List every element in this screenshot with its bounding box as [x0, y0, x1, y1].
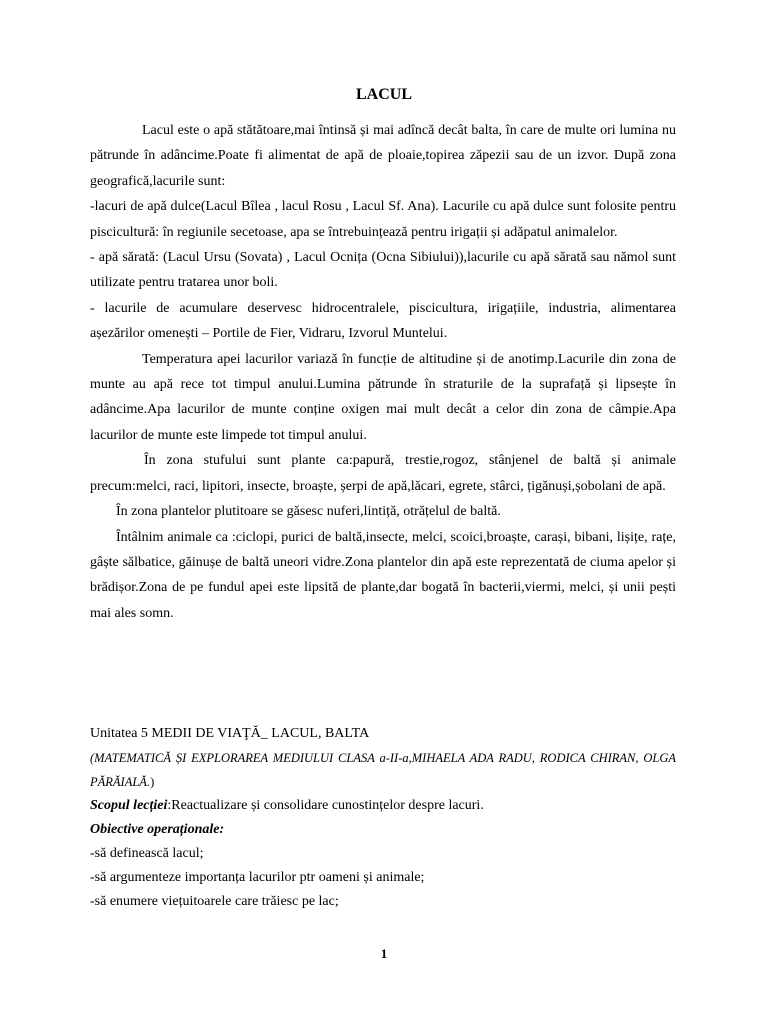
paragraph-salt-water-lakes: - apă sărată: (Lacul Ursu (Sovata) , Lacul Ocnița (Ocna Sibiului)),lacurile cu apă sărată sau nămol sunt utilizate pentru tratarea unor boli.: [90, 250, 676, 291]
paragraph-animals: Întâlnim animale ca :ciclopi, purici de baltă,insecte, melci, scoici,broaște, carași, bibani, lișițe, rațe, gâște sălbatice, găinușe de baltă uneori vidre.Zona plantelor din apă este reprezentată de ciuma apelor și brădișor.Zona de pe fundul apei este lipsită de plante,dar bogată în bacterii,viermi, melci, și unii pești mai ales somn.: [90, 529, 676, 621]
lesson-scope: [90, 794, 690, 818]
paragraph-intro: Lacul este o apă stătătoare,mai întinsă și mai adîncă decât balta, în care de multe ori lumina nu pătrunde în adâncime.Poate fi alimentat de apă de ploaie,topirea zăpezii sau de un izvor. După zona geografică,lacurile sunt:: [90, 123, 676, 189]
paragraph-reed-zone: În zona stufului sunt plante ca:papură, trestie,rogoz, stânjenel de baltă și animale precum:melci, raci, lipitori, insecte, broaște, șerpi de apă,lăcari, egrete, stârci, țigănuși,șobolani de apă.: [90, 453, 676, 494]
source-title: MATEMATICĂ ȘI EXPLORAREA MEDIULUI CLASA a-II-a,MIHAELA ADA RADU, RODICA CHIRAN, OLGA PĂRĂIALĂ.: [90, 751, 676, 789]
scope-text: :Reactualizare și consolidare cunostințelor despre lacuri.: [167, 798, 484, 813]
paragraph-fresh-water-lakes: -lacuri de apă dulce(Lacul Bîlea , lacul Rosu , Lacul Sf. Ana). Lacurile cu apă dulce sunt folosite pentru piscicultură: în regiunile secetoase, apa se întrebuințează pentru irigații și adăpatul animalelor.: [90, 199, 676, 240]
lesson-section: [90, 722, 690, 914]
page-number: 1: [380, 946, 388, 961]
paragraph-reservoir-lakes: - lacurile de acumulare deservesc hidrocentralele, piscicultura, irigațiile, industria, alimentarea așezărilor omenești – Portile de Fier, Vidraru, Izvorul Muntelui.: [90, 300, 676, 342]
source-open: (: [90, 751, 95, 765]
objective-item: -să definească lacul;: [90, 846, 204, 861]
scope-label: Scopul lecției: [90, 798, 168, 813]
document-title: LACUL: [355, 86, 412, 103]
document-body: [90, 118, 676, 626]
objectives-heading: Obiective operaționale:: [90, 822, 225, 837]
source-close: ): [150, 775, 155, 789]
unit-heading: Unitatea 5 MEDII DE VIAŢĂ_ LACUL, BALTA: [90, 726, 370, 741]
paragraph-floating-plants: În zona plantelor plutitoare se găsesc nuferi,lintiță, otrățelul de baltă.: [116, 504, 501, 520]
objective-item: -să argumenteze importanța lacurilor ptr oameni și animale;: [90, 870, 425, 885]
objective-item: -să enumere viețuitoarele care trăiesc pe lac;: [90, 894, 339, 909]
source-citation: [90, 746, 676, 794]
paragraph-temperature: Temperatura apei lacurilor variază în funcție de altitudine și de anotimp.Lacurile din zona de munte au apă rece tot timpul anului.Lumina pătrunde în straturile de la suprafață și lipsește în adâncime.Apa lacurilor de munte conține oxigen mai mult decât a celor din zona de câmpie.Apa lacurilor de munte este limpede tot timpul anului.: [90, 351, 676, 443]
